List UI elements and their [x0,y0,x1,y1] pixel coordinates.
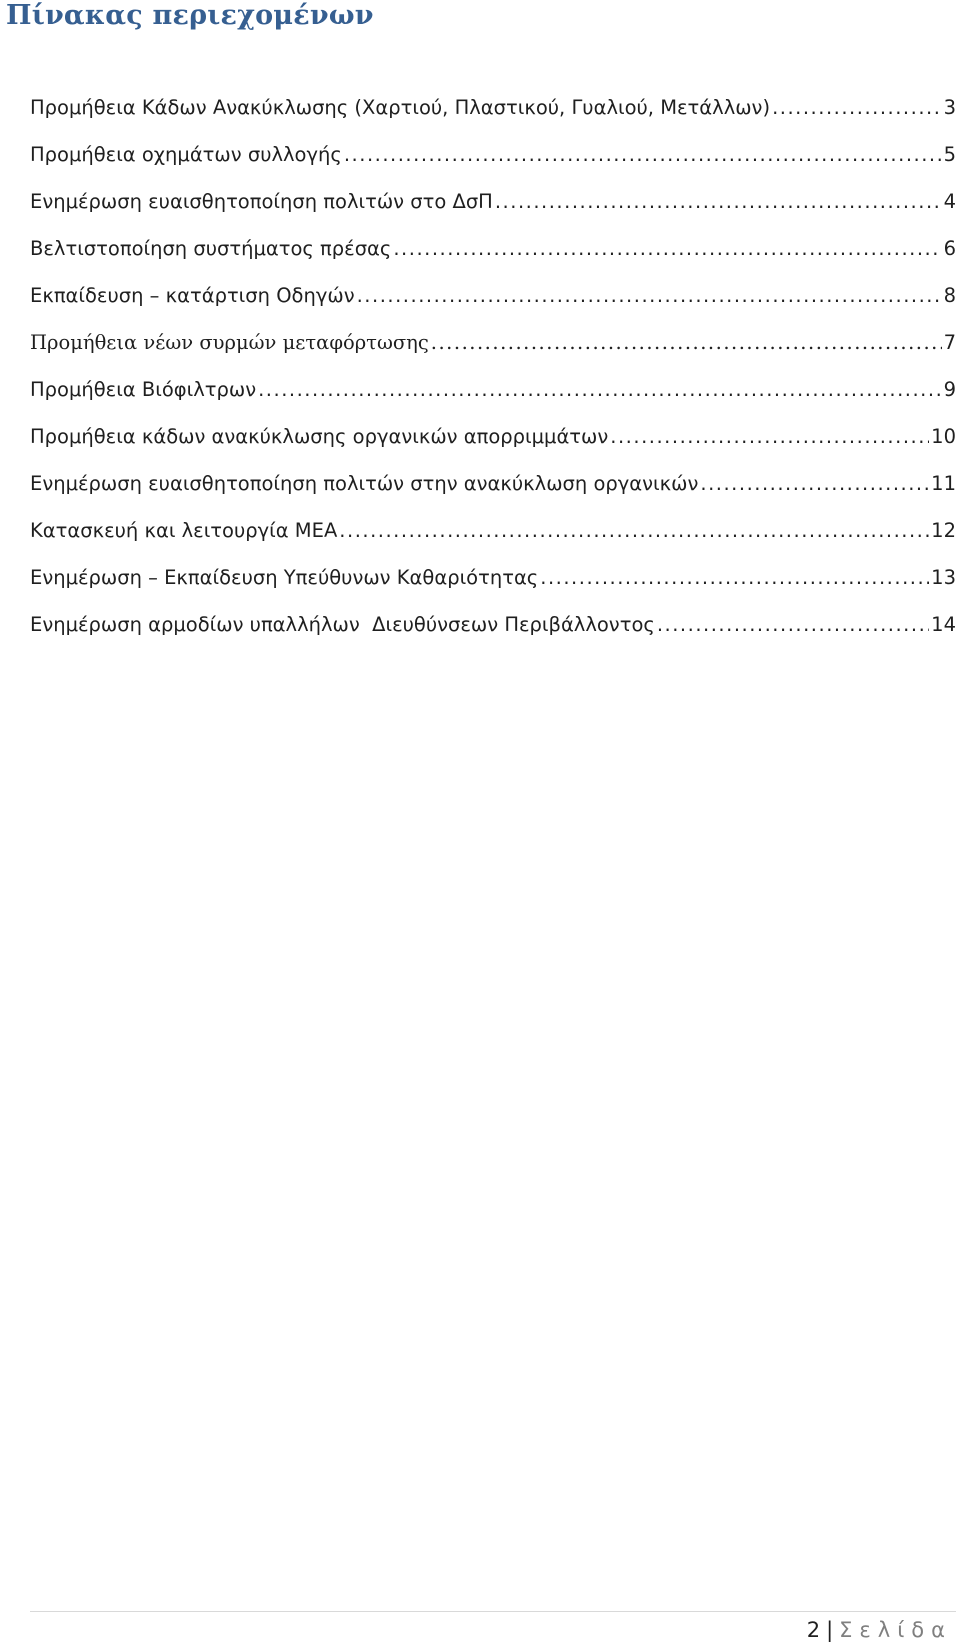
dot-leader [339,519,929,542]
toc-list [30,96,956,660]
toc-entry[interactable] [30,378,956,425]
toc-entry[interactable] [30,519,956,566]
toc-entry-text: Ενημέρωση αρμοδίων υπαλλήλων Διευθύνσεων Περιβάλλοντος [30,613,655,636]
toc-entry[interactable] [30,613,956,660]
toc-entry-page: 9 [943,378,956,401]
footer-separator: | [826,1618,834,1642]
dot-leader [357,284,942,307]
toc-entry-text: Κατασκευή και λειτουργία ΜΕΑ [30,519,338,542]
toc-entry[interactable] [30,190,956,237]
toc-entry-text: Ενημέρωση – Εκπαίδευση Υπεύθυνων Καθαριότητας [30,566,539,589]
toc-entry[interactable] [30,96,956,143]
toc-entry[interactable] [30,284,956,331]
footer-page-number: 2 [806,1618,821,1642]
toc-entry-text: Προμήθεια οχημάτων συλλογής [30,143,342,166]
toc-entry[interactable] [30,237,956,284]
dot-leader [344,143,942,166]
toc-entry-page: 14 [931,613,956,636]
toc-entry-text: Προμήθεια Βιόφιλτρων [30,378,257,401]
toc-entry-page: 4 [943,190,956,213]
dot-leader [700,472,929,495]
toc-entry-text: Ενημέρωση ευαισθητοποίηση πολιτών στην ανακύκλωση οργανικών [30,472,699,495]
toc-title: Πίνακας περιεχομένων [6,0,374,31]
toc-entry-page: 5 [943,143,956,166]
toc-entry[interactable] [30,143,956,190]
dot-leader [258,378,941,401]
toc-entry[interactable] [30,472,956,519]
dot-leader [772,96,942,119]
toc-entry-page: 7 [943,331,956,354]
toc-entry-page: 3 [943,96,956,119]
dot-leader [431,331,942,354]
toc-entry-page: 6 [943,237,956,260]
toc-entry-text: Βελτιστοποίηση συστήματος πρέσας [30,237,392,260]
dot-leader [393,237,941,260]
dot-leader [495,190,942,213]
toc-entry[interactable] [30,566,956,613]
toc-entry-text: Προμήθεια κάδων ανακύκλωσης οργανικών απορριμμάτων [30,425,609,448]
toc-entry-page: 8 [943,284,956,307]
footer-divider [30,1611,956,1612]
toc-entry-page: 12 [931,519,956,542]
footer-page-word: Σελίδα [839,1618,952,1642]
toc-entry-text: Εκπαίδευση – κατάρτιση Οδηγών [30,284,355,307]
page-footer [807,1618,952,1642]
dot-leader [540,566,929,589]
toc-entry-text: Ενημέρωση ευαισθητοποίηση πολιτών στο ΔσΠ [30,190,493,213]
toc-entry-text: Προμήθεια νέων συρμών μεταφόρτωσης [30,331,429,354]
toc-entry-text: Προμήθεια Κάδων Ανακύκλωσης (Χαρτιού, Πλαστικού, Γυαλιού, Μετάλλων) [30,96,771,119]
toc-entry-page: 11 [931,472,956,495]
toc-entry[interactable] [30,331,956,378]
toc-entry[interactable] [30,425,956,472]
dot-leader [610,425,929,448]
toc-entry-page: 10 [931,425,956,448]
toc-entry-page: 13 [931,566,956,589]
dot-leader [657,613,929,636]
